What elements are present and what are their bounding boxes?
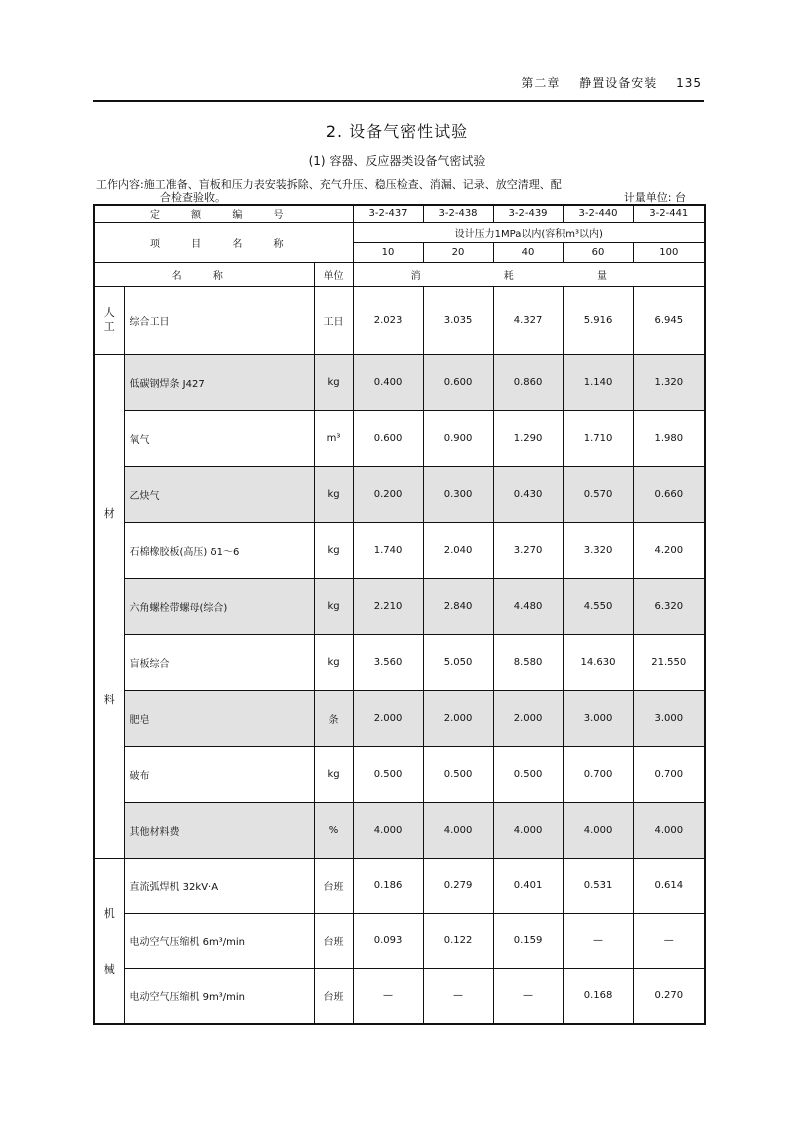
consumption-value: 4.480 <box>493 578 563 634</box>
item-name: 乙炔气 <box>124 466 314 522</box>
consumption-value: 4.200 <box>633 522 705 578</box>
item-name: 其他材料费 <box>124 802 314 858</box>
consumption-value: 0.600 <box>353 410 423 466</box>
consumption-value: 0.279 <box>423 858 493 913</box>
item-name: 破布 <box>124 746 314 802</box>
consumption-value: 0.531 <box>563 858 633 913</box>
table-row <box>94 354 705 410</box>
consumption-value: 0.401 <box>493 858 563 913</box>
consumption-value: 3.000 <box>633 690 705 746</box>
item-name: 石棉橡胶板(高压) δ1～6 <box>124 522 314 578</box>
consumption-value: 0.186 <box>353 858 423 913</box>
item-name: 氧气 <box>124 410 314 466</box>
item-unit: kg <box>314 522 353 578</box>
table-row <box>94 746 705 802</box>
item-name: 综合工日 <box>124 286 314 354</box>
item-unit: kg <box>314 354 353 410</box>
consumption-value: 2.840 <box>423 578 493 634</box>
consumption-value: 0.500 <box>493 746 563 802</box>
pressure-row <box>94 222 705 242</box>
consumption-value: 4.000 <box>493 802 563 858</box>
category-cell <box>94 354 124 858</box>
consumption-value: — <box>353 968 423 1024</box>
quota-code: 3-2-437 <box>353 205 423 222</box>
item-name: 六角螺栓带螺母(综合) <box>124 578 314 634</box>
item-unit: kg <box>314 466 353 522</box>
quota-code: 3-2-438 <box>423 205 493 222</box>
item-unit: 台班 <box>314 858 353 913</box>
name-header: 名 称 <box>94 262 314 286</box>
page-number: 135 <box>676 76 702 90</box>
consumption-value: 2.000 <box>353 690 423 746</box>
item-name: 肥皂 <box>124 690 314 746</box>
item-label: 项 目 名 称 <box>94 222 353 262</box>
consumption-value: 8.580 <box>493 634 563 690</box>
table-row <box>94 286 705 354</box>
consumption-value: 1.980 <box>633 410 705 466</box>
quota-code: 3-2-441 <box>633 205 705 222</box>
quota-table <box>93 204 706 1025</box>
consumption-value: 4.000 <box>353 802 423 858</box>
consumption-value: 0.660 <box>633 466 705 522</box>
item-name: 直流弧焊机 32kV·A <box>124 858 314 913</box>
work-content-line2: 合检查验收。 <box>160 191 226 204</box>
pressure-label: 设计压力1MPa以内(容积m³以内) <box>353 222 705 242</box>
item-unit: m³ <box>314 410 353 466</box>
volume-value: 40 <box>493 242 563 262</box>
consumption-value: — <box>633 913 705 968</box>
consumption-value: 0.570 <box>563 466 633 522</box>
consumption-value: 3.560 <box>353 634 423 690</box>
category-label: 人工 <box>103 306 115 333</box>
item-name: 盲板综合 <box>124 634 314 690</box>
consumption-header: 消 耗 量 <box>353 262 705 286</box>
consumption-value: 14.630 <box>563 634 633 690</box>
consumption-value: 0.700 <box>633 746 705 802</box>
page-subtitle: (1) 容器、反应器类设备气密试验 <box>308 154 486 168</box>
table-row <box>94 466 705 522</box>
consumption-value: 4.000 <box>423 802 493 858</box>
quota-code: 3-2-439 <box>493 205 563 222</box>
item-unit: kg <box>314 746 353 802</box>
volume-value: 100 <box>633 242 705 262</box>
consumption-value: 5.916 <box>563 286 633 354</box>
table-row <box>94 634 705 690</box>
consumption-value: 1.710 <box>563 410 633 466</box>
category-cell <box>94 286 124 354</box>
volume-value: 10 <box>353 242 423 262</box>
item-unit: % <box>314 802 353 858</box>
consumption-value: 0.122 <box>423 913 493 968</box>
consumption-value: 1.320 <box>633 354 705 410</box>
work-content <box>96 178 696 204</box>
consumption-value: 3.035 <box>423 286 493 354</box>
consumption-value: 0.500 <box>353 746 423 802</box>
consumption-value: 0.900 <box>423 410 493 466</box>
consumption-value: 0.860 <box>493 354 563 410</box>
category-label: 料 <box>103 693 115 706</box>
consumption-value: 0.200 <box>353 466 423 522</box>
consumption-value: 0.600 <box>423 354 493 410</box>
consumption-value: 0.093 <box>353 913 423 968</box>
category-label: 械 <box>103 962 115 976</box>
item-unit: kg <box>314 634 353 690</box>
table-row <box>94 968 705 1024</box>
consumption-value: 2.210 <box>353 578 423 634</box>
running-header <box>507 74 702 91</box>
consumption-value: 3.320 <box>563 522 633 578</box>
consumption-value: 0.300 <box>423 466 493 522</box>
consumption-value: 2.000 <box>493 690 563 746</box>
volume-value: 20 <box>423 242 493 262</box>
consumption-value: 0.700 <box>563 746 633 802</box>
consumption-value: 21.550 <box>633 634 705 690</box>
work-content-line1: 施工准备、盲板和压力表安装拆除、充气升压、稳压检查、消漏、记录、放空清理、配 <box>143 178 562 191</box>
consumption-value: 1.290 <box>493 410 563 466</box>
consumption-value: 4.000 <box>563 802 633 858</box>
item-unit: kg <box>314 578 353 634</box>
chapter-label: 第二章 <box>521 76 561 90</box>
category-label: 机 <box>103 906 115 920</box>
work-content-label: 工作内容: <box>96 178 144 191</box>
category-label: 材 <box>103 507 115 520</box>
column-header-row <box>94 262 705 286</box>
table-row <box>94 858 705 913</box>
item-unit: 台班 <box>314 913 353 968</box>
table-row <box>94 522 705 578</box>
item-name: 低碳钢焊条 J427 <box>124 354 314 410</box>
consumption-value: 3.270 <box>493 522 563 578</box>
consumption-value: 0.500 <box>423 746 493 802</box>
consumption-value: 4.327 <box>493 286 563 354</box>
consumption-value: 6.945 <box>633 286 705 354</box>
category-cell <box>94 858 124 1024</box>
consumption-value: 4.550 <box>563 578 633 634</box>
item-name: 电动空气压缩机 9m³/min <box>124 968 314 1024</box>
consumption-value: 5.050 <box>423 634 493 690</box>
item-unit: 工日 <box>314 286 353 354</box>
consumption-value: 0.400 <box>353 354 423 410</box>
consumption-value: — <box>563 913 633 968</box>
consumption-value: 0.430 <box>493 466 563 522</box>
consumption-value: 2.023 <box>353 286 423 354</box>
table-row <box>94 410 705 466</box>
quota-code-row <box>94 205 705 222</box>
table-row <box>94 690 705 746</box>
item-unit: 条 <box>314 690 353 746</box>
consumption-value: 1.740 <box>353 522 423 578</box>
consumption-value: — <box>493 968 563 1024</box>
consumption-value: 0.614 <box>633 858 705 913</box>
measurement-unit: 计量单位: 台 <box>623 191 686 204</box>
consumption-value: — <box>423 968 493 1024</box>
consumption-value: 6.320 <box>633 578 705 634</box>
item-unit: 台班 <box>314 968 353 1024</box>
consumption-value: 2.000 <box>423 690 493 746</box>
consumption-value: 1.140 <box>563 354 633 410</box>
page-title: 2. 设备气密性试验 <box>325 122 469 141</box>
unit-header: 单位 <box>314 262 353 286</box>
volume-value: 60 <box>563 242 633 262</box>
quota-label: 定 额 编 号 <box>94 205 353 222</box>
table-row <box>94 802 705 858</box>
section-label: 静置设备安装 <box>579 76 658 90</box>
quota-code: 3-2-440 <box>563 205 633 222</box>
consumption-value: 0.168 <box>563 968 633 1024</box>
item-name: 电动空气压缩机 6m³/min <box>124 913 314 968</box>
consumption-value: 0.159 <box>493 913 563 968</box>
header-rule <box>93 100 704 102</box>
consumption-value: 0.270 <box>633 968 705 1024</box>
table-row <box>94 578 705 634</box>
table-row <box>94 913 705 968</box>
consumption-value: 3.000 <box>563 690 633 746</box>
consumption-value: 4.000 <box>633 802 705 858</box>
consumption-value: 2.040 <box>423 522 493 578</box>
